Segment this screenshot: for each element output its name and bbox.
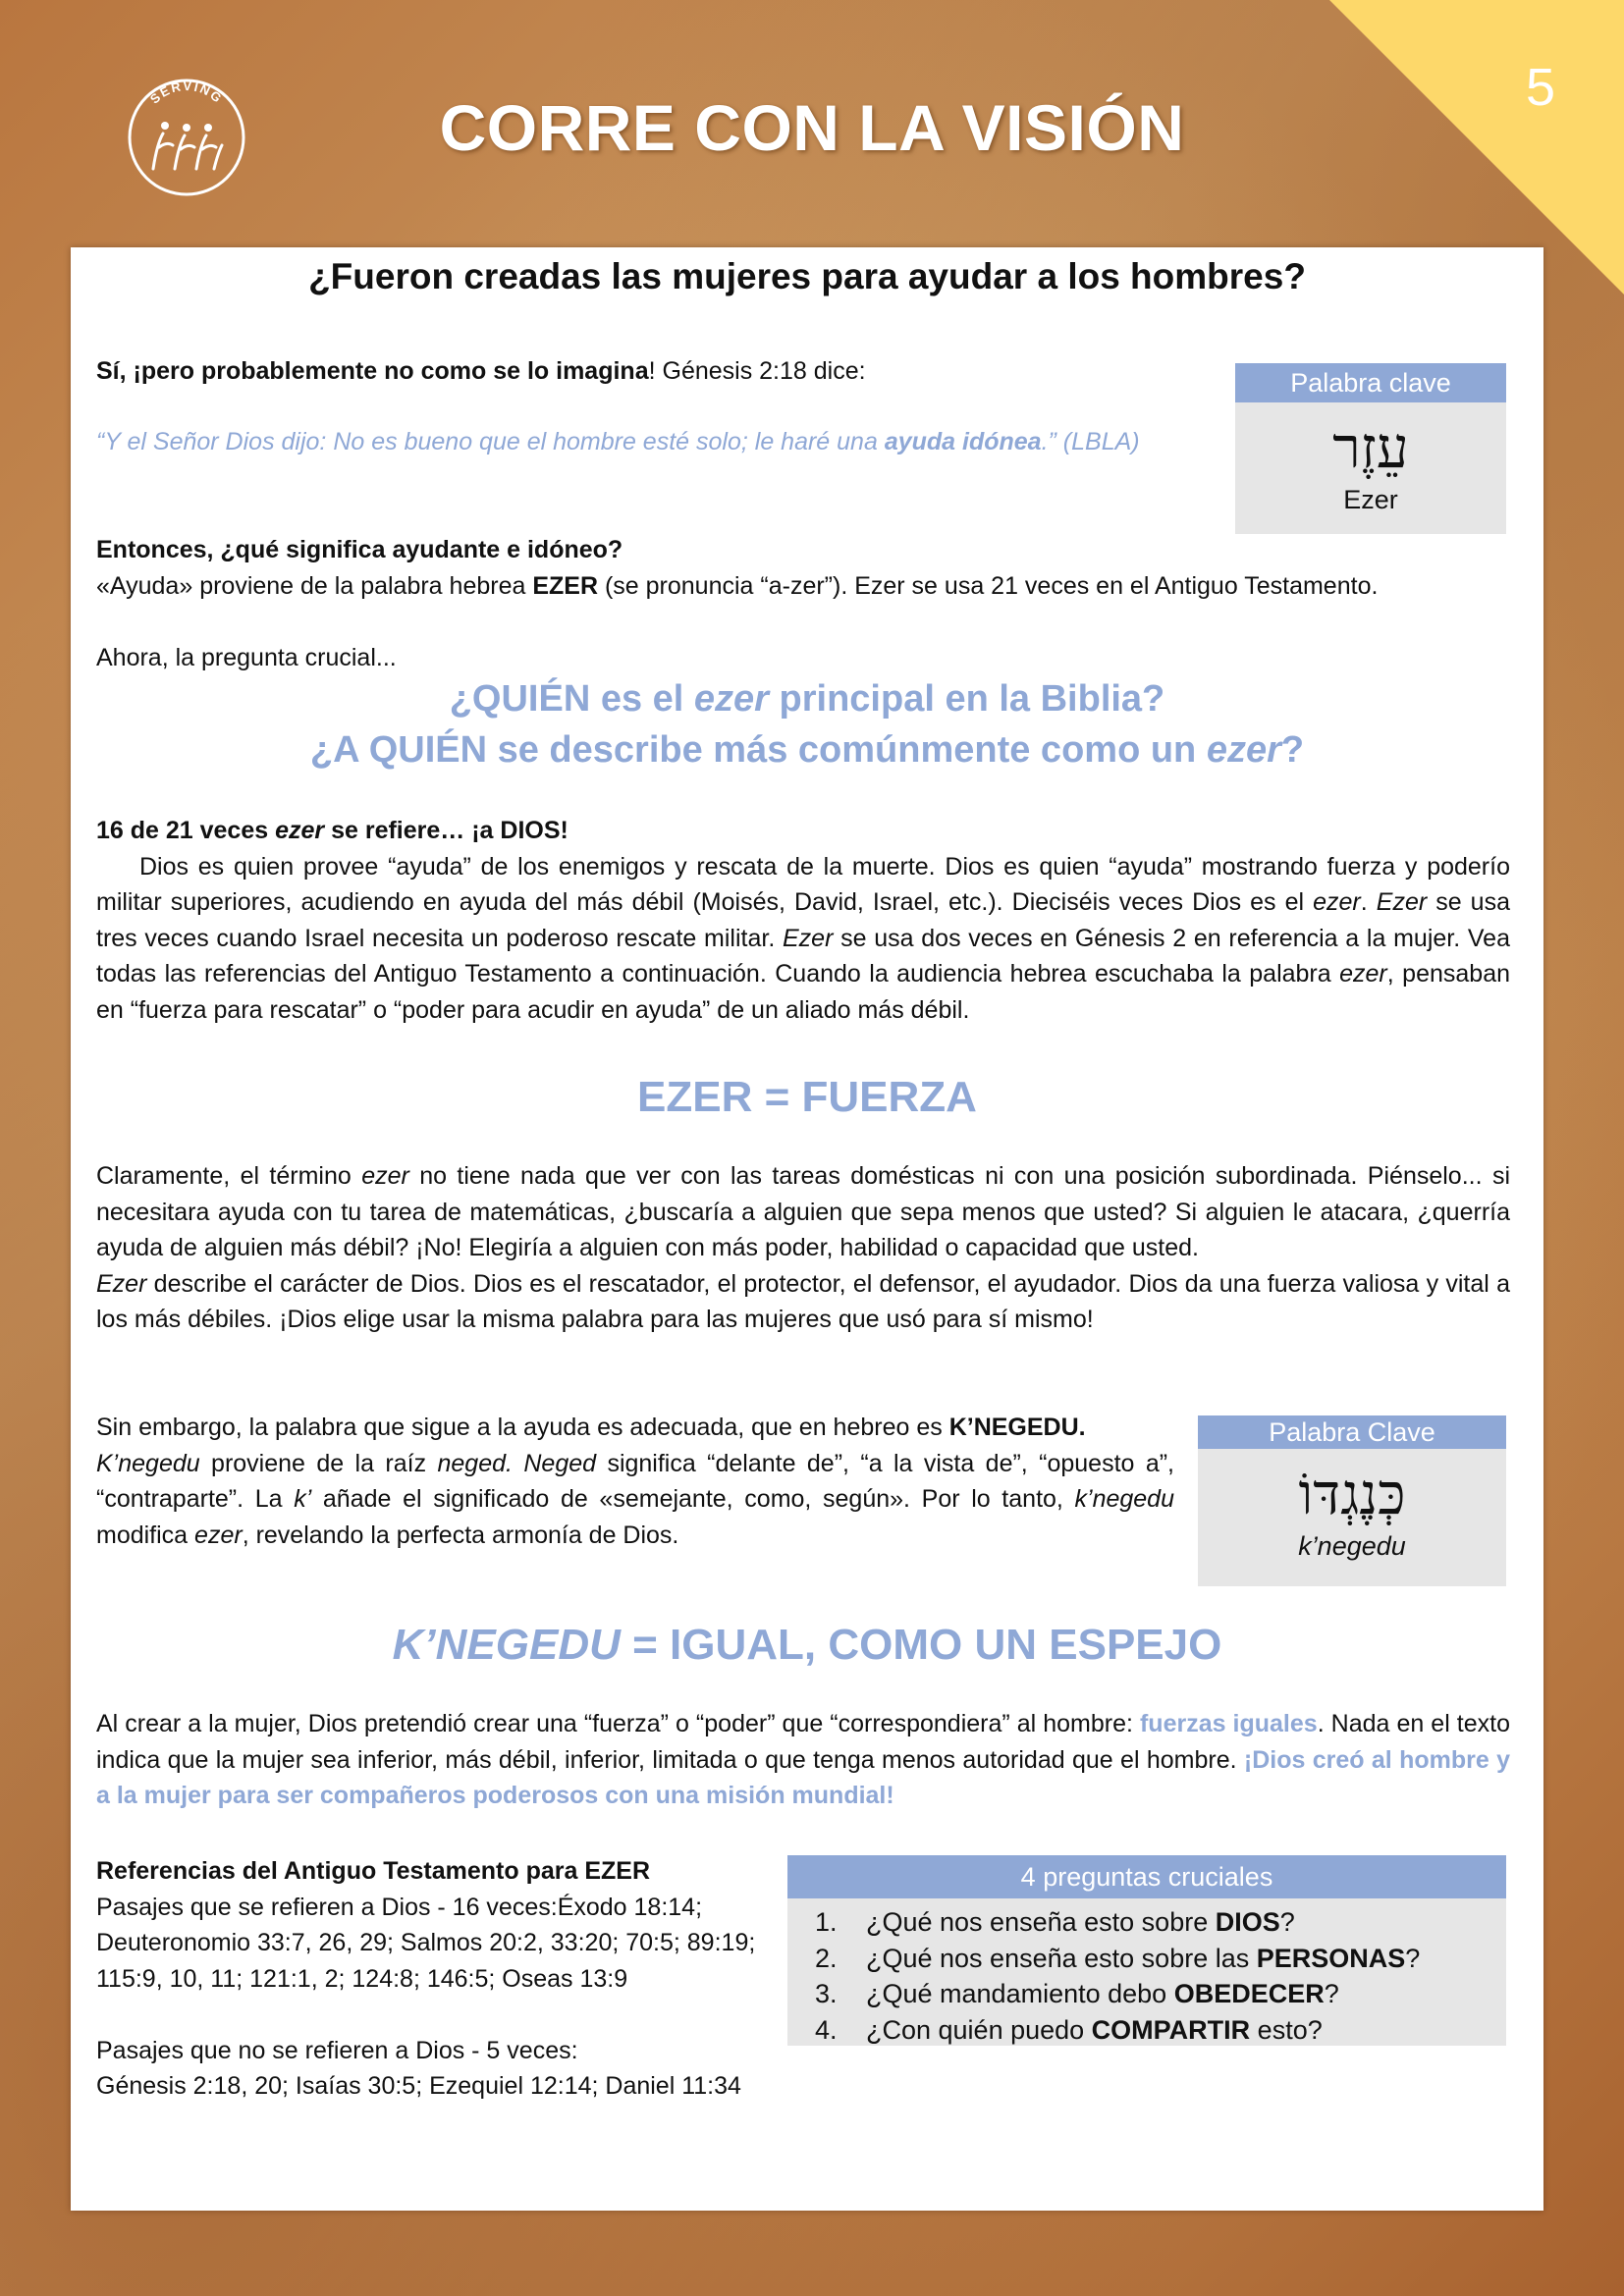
meaning-pre: «Ayuda» proviene de la palabra hebrea: [96, 571, 533, 600]
god-p1: Dios es quien provee “ayuda” de los enemigos y rescata de la muerte. Dios es quien “ayuda” mostrando fuerza y poderío militar superiores, acudiendo en ayuda del más débil (Moisés, David, Israel, etc.). Dieciséis veces Dios es el: [96, 852, 1510, 916]
keyword-box-header: Palabra Clave: [1198, 1415, 1506, 1449]
bq-l1-em: ezer: [693, 678, 769, 720]
keyword-box-ezer: [1235, 363, 1506, 534]
list-item: [787, 1904, 1506, 1941]
god-e4: ezer: [1339, 960, 1387, 988]
kn-e1: K’negedu: [96, 1449, 200, 1477]
questions-box-header: 4 preguntas cruciales: [787, 1855, 1506, 1898]
keyword-translit: Ezer: [1343, 485, 1398, 514]
creation-section: [96, 1706, 1510, 1814]
god-head-pre: 16 de 21 veces: [96, 817, 276, 844]
kn-p5: modifica: [96, 1521, 195, 1549]
references-section: [96, 1853, 784, 2105]
scripture-quote: [96, 424, 1216, 460]
references-other-label: Pasajes que no se refieren a Dios - 5 veces:: [96, 2036, 578, 2064]
kn-b1: K’NEGEDU.: [948, 1414, 1086, 1441]
big-question: [71, 673, 1543, 775]
bq-l2-em: ezer: [1206, 729, 1281, 771]
q-pre: ¿Con quién puedo: [866, 2014, 1092, 2045]
crucial-intro: Ahora, la pregunta crucial...: [96, 644, 397, 671]
headline2-rest: = IGUAL, COMO UN ESPEJO: [620, 1621, 1222, 1669]
quote-pre: “Y el Señor Dios dijo: No es bueno que el hombre esté solo; le haré una: [96, 428, 885, 455]
q-bold: OBEDECER: [1173, 1979, 1325, 2008]
q-post: esto?: [1250, 2014, 1323, 2045]
questions-list: [787, 1898, 1506, 2048]
kn-e3: k’: [294, 1485, 312, 1513]
god-head-post: se refiere… ¡a DIOS!: [324, 817, 568, 844]
list-item: [787, 2012, 1506, 2049]
bq-l1-post: principal en la Biblia?: [768, 678, 1165, 720]
creation-b1: fuerzas iguales: [1139, 1710, 1318, 1737]
god-section: [96, 813, 1510, 1028]
keyword-box-header: Palabra clave: [1235, 363, 1506, 402]
creation-p1: Al crear a la mujer, Dios pretendió crear una “fuerza” o “poder” que “correspondiera” al hombre:: [96, 1710, 1140, 1737]
logo-text: SERVING: [146, 78, 227, 107]
kn-p1: Sin embargo, la palabra que sigue a la ayuda es adecuada, que en hebreo es: [96, 1414, 949, 1441]
references-god: Pasajes que se refieren a Dios - 16 veces:Éxodo 18:14; Deuteronomio 33:7, 26, 29; Salmos 20:2, 33:20; 70:5; 89:19; 115:9, 10, 11; 121:1, 2; 124:8; 146:5; Oseas 13:9: [96, 1893, 756, 1993]
q-bold: PERSONAS: [1256, 1943, 1406, 1973]
intro-line: [96, 353, 1274, 390]
q-post: ?: [1279, 1907, 1295, 1937]
creation-p2: . Nada en el texto indica que la mujer sea inferior, más débil, inferior, limitada o que tenga menos autoridad que el hombre.: [96, 1710, 1510, 1774]
bq-l2-pre: ¿A QUIÉN se describe más comúnmente como un: [309, 729, 1207, 771]
q-bold: COMPARTIR: [1091, 2014, 1251, 2045]
meaning-section: [96, 532, 1510, 604]
clearly-e1: ezer: [361, 1162, 409, 1190]
bq-l1-pre: ¿QUIÉN es el: [449, 678, 694, 720]
list-item: [787, 1976, 1506, 2012]
god-p4: se usa dos veces en Génesis 2 en referencia a la mujer. Vea todas las referencias del Antiguo Testamento a continuación. Cuando la audiencia hebrea escuchaba la palabra: [96, 924, 1510, 988]
intro-bold: Sí, ¡pero probablemente no como se lo imagina: [96, 357, 649, 385]
q-num: 4.: [815, 2014, 838, 2045]
clearly-p3: describe el carácter de Dios. Dios es el rescatador, el protector, el defensor, el ayudador. Dios da una fuerza valiosa y vital a los más débiles. ¡Dios elige usar la misma palabra para las mujeres que usó para sí mismo!: [96, 1269, 1510, 1333]
quote-bold: ayuda idónea: [884, 428, 1042, 455]
keyword-box-knegedu: [1198, 1415, 1506, 1586]
kn-p2: proviene de la raíz: [199, 1449, 438, 1477]
q-pre: ¿Qué nos enseña esto sobre: [866, 1907, 1216, 1937]
q-bold: DIOS: [1215, 1907, 1280, 1937]
list-item: [787, 1941, 1506, 1977]
clearly-p1: Claramente, el término: [96, 1162, 362, 1190]
kn-e4: k’negedu: [1074, 1485, 1174, 1513]
keyword-translit: k’negedu: [1298, 1531, 1406, 1561]
hebrew-word-ezer: עֵזֶר: [1332, 414, 1409, 481]
clearly-e2: Ezer: [96, 1269, 147, 1298]
knegedu-section: [96, 1410, 1174, 1553]
clearly-section: [96, 1158, 1510, 1338]
god-e3: Ezer: [782, 924, 834, 952]
content-panel: [71, 247, 1543, 2211]
headline-ezer-fuerza: EZER = FUERZA: [637, 1073, 977, 1121]
meaning-post: (se pronuncia “a-zer”). Ezer se usa 21 veces en el Antiguo Testamento.: [598, 571, 1379, 600]
creation-b2: ¡Dios creó al hombre y a la mujer para ser compañeros poderosos con una misión mundial!: [96, 1745, 1510, 1809]
god-p2: .: [1360, 888, 1377, 916]
meaning-bold: EZER: [532, 571, 599, 600]
meaning-heading: Entonces, ¿qué significa ayudante e idóneo?: [96, 536, 623, 563]
kn-p4: añade el significado de «semejante, como, según». Por lo tanto,: [311, 1485, 1075, 1513]
q-pre: ¿Qué nos enseña esto sobre las: [866, 1943, 1257, 1973]
references-heading: Referencias del Antiguo Testamento para EZER: [96, 1857, 651, 1885]
q-post: ?: [1405, 1943, 1421, 1973]
bq-l2-post: ?: [1280, 729, 1305, 771]
quote-post: .” (LBLA): [1041, 428, 1140, 455]
page-number: 5: [1525, 58, 1555, 117]
question-title: ¿Fueron creadas las mujeres para ayudar a los hombres?: [308, 256, 1306, 296]
headline2-em: K’NEGEDU: [392, 1621, 621, 1669]
q-num: 1.: [815, 1907, 838, 1937]
crucial-questions-box: [787, 1855, 1506, 2046]
q-post: ?: [1324, 1979, 1339, 2008]
god-e2: Ezer: [1376, 888, 1428, 916]
q-num: 2.: [815, 1943, 838, 1973]
headline-knegedu: [71, 1616, 1543, 1675]
q-pre: ¿Qué mandamiento debo: [866, 1979, 1174, 2008]
kn-p3: significa “delante de”, “a la vista de”, “opuesto a”, “contraparte”. La: [96, 1449, 1175, 1513]
kn-p6: , revelando la perfecta armonía de Dios.: [242, 1521, 679, 1549]
references-other: Génesis 2:18, 20; Isaías 30:5; Ezequiel 12:14; Daniel 11:34: [96, 2072, 741, 2100]
clearly-p2: no tiene nada que ver con las tareas domésticas ni con una posición subordinada. Piénselo... si necesitara ayuda con tu tarea de matemáticas, ¿buscaría a alguien que sepa menos que usted? Si alguien le atacara, ¿querría ayuda de alguien más débil? ¡No! Elegiría a alguien con más poder, habilidad o capacidad que usted.: [96, 1162, 1510, 1261]
god-head-em: ezer: [275, 817, 325, 844]
q-num: 3.: [815, 1979, 838, 2008]
kn-e5: ezer: [194, 1521, 243, 1549]
god-e1: ezer: [1313, 888, 1361, 916]
kn-e2: neged. Neged: [437, 1449, 597, 1477]
god-p3: se usa tres veces cuando Israel necesita un poderoso rescate militar.: [96, 888, 1510, 952]
page-title: CORRE CON LA VISIÓN: [439, 91, 1185, 164]
intro-rest: ! Génesis 2:18 dice:: [648, 357, 866, 385]
god-p5: , pensaban en “fuerza para rescatar” o “poder para acudir en ayuda” de un aliado más débil.: [96, 960, 1510, 1024]
hebrew-word-knegedu: כְּנֶגְדּוֹ: [1298, 1461, 1406, 1527]
